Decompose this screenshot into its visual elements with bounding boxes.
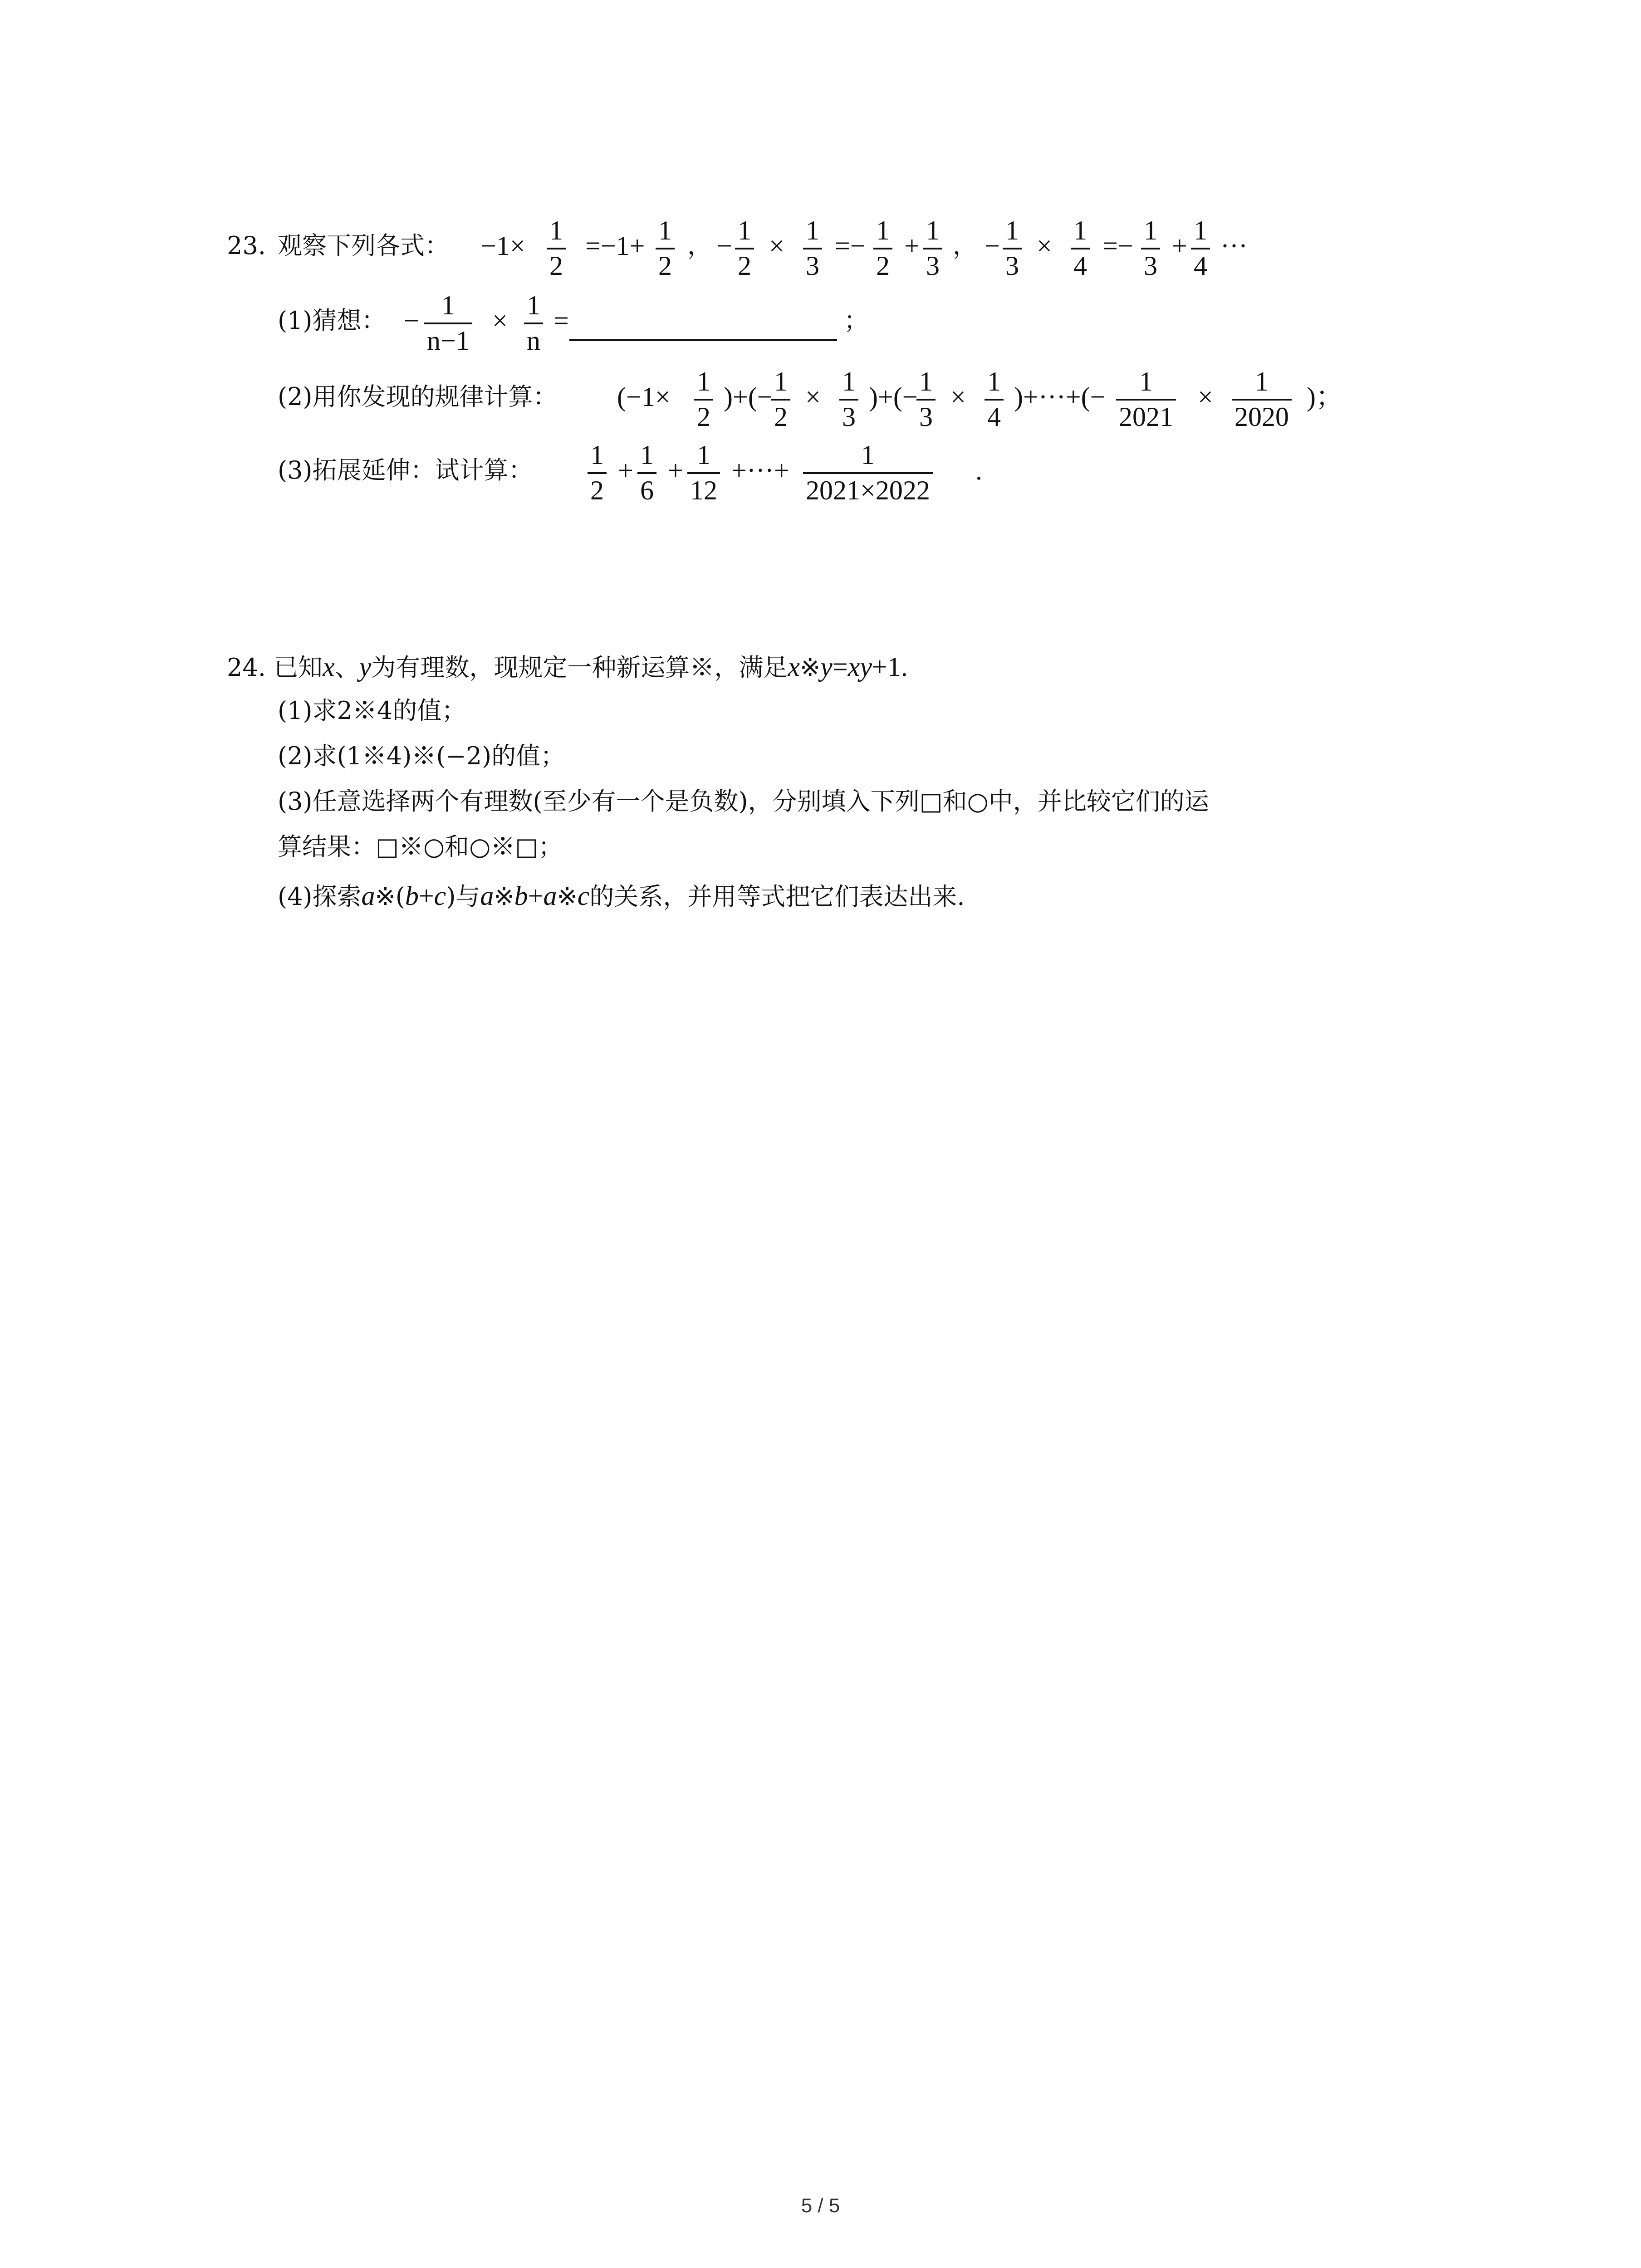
q23-part2-label: (2)用你发现的规律计算： (278, 382, 558, 411)
q23-part2-f5: 1 4 (985, 368, 1004, 430)
q23-part1-frac2: 1 n (524, 292, 543, 354)
q23-ex2-frac4: 1 3 (923, 217, 942, 279)
q23-part1-times: × (492, 306, 508, 336)
q23-part3-p2: + (668, 455, 683, 485)
q23-part2-open3: )+(− (869, 382, 918, 412)
q23-part2-f2: 1 2 (771, 368, 790, 430)
q23-part2-open4: )+···+(− (1014, 382, 1106, 412)
q24-part1: (1)求2※4的值； (278, 696, 466, 725)
q23-part2-f6: 1 2021 (1116, 368, 1176, 430)
q23-ex2-times: × (769, 231, 784, 261)
q23-part3-f4: 1 2021×2022 (803, 441, 933, 504)
q23-ex1-mid: =−1+ (585, 231, 645, 261)
q23-ex1-frac1: 1 2 (547, 217, 566, 279)
q23-intro: 观察下列各式： (278, 231, 449, 260)
q23-part1-end: ； (844, 306, 868, 335)
q24-part2: (2)求(1※4)※(−2)的值； (278, 742, 565, 770)
q24-number: 24. (227, 653, 266, 682)
q23-part2-f3: 1 3 (839, 368, 858, 430)
q23-ex3-times: × (1037, 231, 1052, 261)
q23-part3-p1: + (618, 455, 633, 485)
q23-ex2-plus: + (904, 231, 920, 261)
q23-number: 23. (227, 231, 266, 260)
q23-ex2-eq: =− (835, 231, 866, 261)
q23-part3-p3: +···+ (731, 455, 789, 485)
q23-part2-x4: × (1198, 382, 1213, 412)
q23-ex2-comma: ， (953, 231, 977, 260)
q23-part3-f3: 1 12 (687, 441, 720, 504)
q24-part3-line2: 算结果：□※○和○※□； (278, 832, 563, 861)
q23-part2-x2: × (805, 382, 821, 412)
q24-part4: (4)探索a※(b+c)与a※b+a※c的关系，并用等式把它们表达出来. (278, 881, 965, 911)
q23-part1-frac1: 1 n−1 (424, 292, 472, 354)
q23-ex2-frac3: 1 2 (873, 217, 892, 279)
q23-ex3-frac1: 1 3 (1003, 217, 1022, 279)
q23-part2-open2: )+(− (724, 382, 773, 412)
q23-part2-f7: 1 2020 (1232, 368, 1292, 430)
q23-part3-f1: 1 2 (588, 441, 607, 504)
q23-ex3-ellipsis: ··· (1220, 231, 1248, 261)
q23-part2-open1: (−1× (617, 382, 671, 412)
q23-part2-x3: × (950, 382, 966, 412)
q23-part2-f4: 1 3 (916, 368, 936, 430)
q23-part3-end: . (975, 455, 982, 485)
q23-ex1-comma: ， (687, 231, 712, 260)
q23-part1-minus: − (404, 306, 419, 336)
q23-part1-eq: = (554, 306, 569, 336)
q23-ex2-frac1: 1 2 (735, 217, 754, 279)
q23-ex3-frac3: 1 3 (1141, 217, 1160, 279)
q23-ex3-eq: =− (1102, 231, 1133, 261)
q23-ex3-plus: + (1172, 231, 1187, 261)
page-number: 5 / 5 (801, 2195, 840, 2217)
q23-ex3-lead: − (985, 231, 1000, 261)
q23-part1-answer-blank (569, 339, 837, 341)
q23-part1-label: (1)猜想： (278, 306, 386, 335)
q23-ex1-frac2: 1 2 (656, 217, 675, 279)
q23-ex3-frac2: 1 4 (1071, 217, 1090, 279)
q23-part2-f1: 1 2 (694, 368, 713, 430)
q23-ex2-frac2: 1 3 (803, 217, 822, 279)
q24-part3-line1: (3)任意选择两个有理数(至少有一个是负数)，分别填入下列□和○中，并比较它们的运 (278, 787, 1209, 816)
q24-stem: 24. 已知x、y为有理数，现规定一种新运算※，满足x※y=xy+1. (227, 652, 908, 682)
q23-ex3-frac4: 1 4 (1191, 217, 1210, 279)
q23-ex2-lead: − (717, 231, 732, 261)
q23-part3-f2: 1 6 (637, 441, 656, 504)
q23-ex1-lead: −1× (481, 231, 525, 261)
q23-part2-end: )； (1307, 382, 1343, 412)
q23-part3-label: (3)拓展延伸：试计算： (278, 456, 533, 484)
